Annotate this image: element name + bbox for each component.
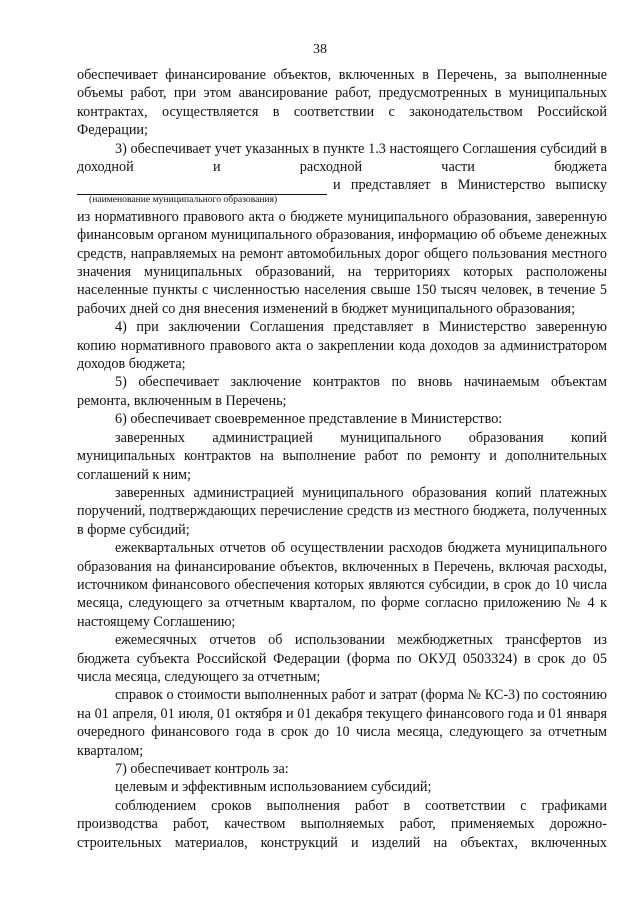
blank-field-continuation: и представляет в Министерство выписку [333, 177, 607, 194]
paragraph-item-6: 6) обеспечивает своевременное представление в Министерство: [115, 411, 503, 428]
paragraph-item-5: 5) обеспечивает заключение контрактов по вновь начинаемым объектам ремонта, включенным в Перечень; [77, 374, 607, 409]
blank-field-row [77, 176, 607, 194]
paragraph-target-use: целевым и эффективным использованием субсидий; [115, 779, 432, 796]
paragraph-item-4: 4) при заключении Соглашения представляет в Министерство заверенную копию нормативного правового акта о закреплении кода доходов за администратором доходов бюджета; [77, 319, 607, 373]
paragraph-item-7: 7) обеспечивает контроль за: [115, 761, 289, 778]
paragraph-quarterly-reports: ежеквартальных отчетов об осуществлении расходов бюджета муниципального образования на финансирование объектов, включенных в Перечень, включая расходы, источником финансового обеспечения которых являются субсидии, в срок до 10 числа месяца, следующего за отчетным кварталом, по форме согласно приложению № 4 к настоящему Соглашению; [77, 540, 607, 630]
paragraph-ks3-certificates: справок о стоимости выполненных работ и затрат (форма № КС-3) по состоянию на 01 апреля, 01 июля, 01 октября и 01 декабря текущего финансового года и 01 января очередного финансового года в срок до 10 числа месяца, следующего за отчетным кварталом; [77, 687, 607, 759]
paragraph-monthly-reports: ежемесячных отчетов об использовании межбюджетных трансфертов из бюджета субъекта Российской Федерации (форма по ОКУД 0503324) в срок до 05 числа месяца, следующего за отчетным; [77, 632, 607, 685]
paragraph-deadlines-control: соблюдением сроков выполнения работ в соответствии с графиками производства работ, качеством выполняемых работ, применяемых дорожно-строительных материалов, конструкций и изделий на объектах, включенных [77, 797, 607, 851]
paragraph-item-3: 3) обеспечивает учет указанных в пункте 1.3 настоящего Соглашения субсидий в доходной и расходной части бюджета [77, 140, 607, 176]
paragraph-item-3-continued: из нормативного правового акта о бюджете муниципального образования, заверенную финансовым органом муниципального образования, информацию об объеме денежных средств, направляемых на ремонт автомобильных дорог общего пользования местного значения муниципальных образований, на территориях которых расположены населенные пункты с численностью населения свыше 150 тысяч человек, в течение 5 рабочих дней со дня внесения изменений в бюджет муниципального образования; [77, 208, 607, 317]
page-number: 38 [313, 42, 327, 57]
paragraph-financing: обеспечивает финансирование объектов, включенных в Перечень, за выполненные объемы работ, при этом авансирование работ, предусмотренных в муниципальных контрактах, осуществляется в соответствии с законодательством Российской Федерации; [77, 67, 607, 139]
blank-field-line [77, 181, 327, 195]
paragraph-payment-orders: заверенных администрацией муниципального образования копий платежных поручений, подтверждающих перечисление средств из местного бюджета, полученных в форме субсидий; [77, 484, 607, 538]
blank-field-caption: (наименование муниципального образования) [89, 193, 278, 205]
document-body [77, 66, 607, 852]
paragraph-contracts-copies: заверенных администрацией муниципального образования копий муниципальных контрактов на выполнение работ по ремонту и дополнительных соглашений к ним; [77, 429, 607, 483]
